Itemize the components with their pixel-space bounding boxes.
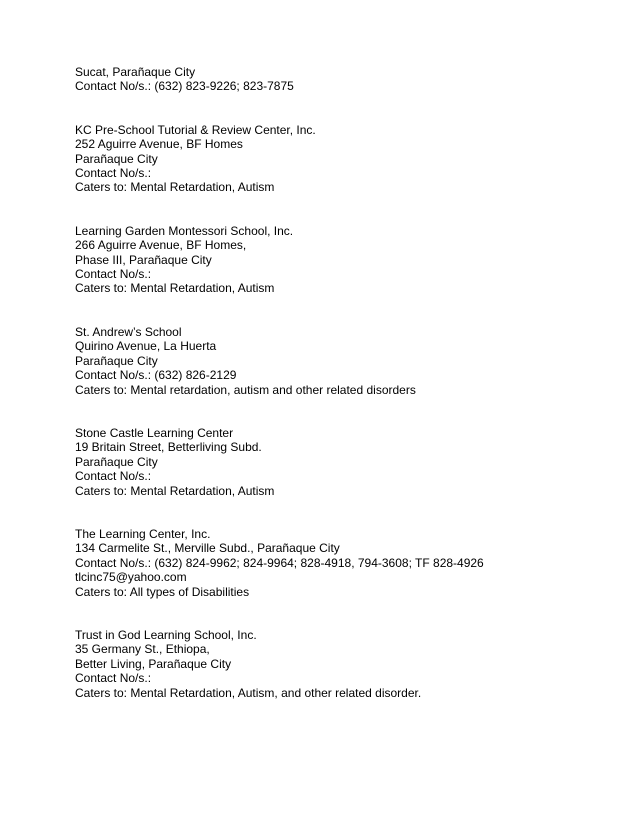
entry-contact: Contact No/s.: bbox=[75, 267, 152, 282]
entry-address: 266 Aguirre Avenue, BF Homes, bbox=[75, 238, 247, 253]
entry-gap bbox=[75, 599, 615, 628]
entry-address: 35 Germany St., Ethiopa, bbox=[75, 642, 210, 657]
entry-name: St. Andrew’s School bbox=[75, 324, 182, 339]
entry-name: KC Pre-School Tutorial & Review Center, Inc. bbox=[75, 122, 316, 137]
document-page bbox=[75, 65, 615, 700]
entry-city: Parañaque City bbox=[75, 353, 158, 368]
entry-contact: Contact No/s.: (632) 824-9962; 824-9964; 828-4918, 794-3608; TF 828-4926 bbox=[75, 555, 484, 570]
entry-gap bbox=[75, 296, 615, 325]
entry-contact: Contact No/s.: (632) 826-2129 bbox=[75, 368, 237, 383]
entry-city: Better Living, Parañaque City bbox=[75, 656, 232, 671]
entry-city: Phase III, Parañaque City bbox=[75, 252, 212, 267]
entry-address: 134 Carmelite St., Merville Subd., Parañaque City bbox=[75, 541, 340, 556]
entry-contact: Contact No/s.: bbox=[75, 469, 152, 484]
entry-caters-to: Caters to: Mental Retardation, Autism bbox=[75, 281, 275, 296]
directory-entry-learning-garden bbox=[75, 224, 615, 296]
entry-contact: Contact No/s.: (632) 823-9226; 823-7875 bbox=[75, 79, 294, 94]
directory-entry-st-andrews bbox=[75, 325, 615, 397]
entry-line: Sucat, Parañaque City bbox=[75, 65, 196, 79]
entry-city: Parañaque City bbox=[75, 151, 158, 166]
entry-caters-to: Caters to: Mental Retardation, Autism bbox=[75, 180, 275, 195]
entry-gap bbox=[75, 195, 615, 224]
entry-address: 252 Aguirre Avenue, BF Homes bbox=[75, 137, 243, 152]
directory-entry-kc-pre-school bbox=[75, 123, 615, 195]
entry-name: Learning Garden Montessori School, Inc. bbox=[75, 223, 294, 238]
entry-name: Trust in God Learning School, Inc. bbox=[75, 627, 257, 642]
directory-entry-sucat bbox=[75, 65, 615, 94]
entry-email: tlcinc75@yahoo.com bbox=[75, 570, 187, 585]
entry-caters-to: Caters to: Mental Retardation, Autism bbox=[75, 483, 275, 498]
entry-name: The Learning Center, Inc. bbox=[75, 526, 211, 541]
entry-contact: Contact No/s.: bbox=[75, 671, 152, 686]
entry-contact: Contact No/s.: bbox=[75, 166, 152, 181]
entry-gap bbox=[75, 397, 615, 426]
directory-entry-stone-castle bbox=[75, 426, 615, 498]
directory-entry-learning-center bbox=[75, 527, 615, 599]
entry-city: Parañaque City bbox=[75, 454, 158, 469]
entry-gap bbox=[75, 498, 615, 527]
entry-caters-to: Caters to: Mental Retardation, Autism, and other related disorder. bbox=[75, 685, 422, 700]
entry-address: Quirino Avenue, La Huerta bbox=[75, 339, 217, 354]
entry-gap bbox=[75, 94, 615, 123]
entry-name: Stone Castle Learning Center bbox=[75, 425, 234, 440]
directory-entry-trust-in-god bbox=[75, 628, 615, 700]
entry-caters-to: Caters to: Mental retardation, autism and other related disorders bbox=[75, 382, 416, 397]
entry-caters-to: Caters to: All types of Disabilities bbox=[75, 584, 250, 599]
entry-address: 19 Britain Street, Betterliving Subd. bbox=[75, 440, 262, 455]
